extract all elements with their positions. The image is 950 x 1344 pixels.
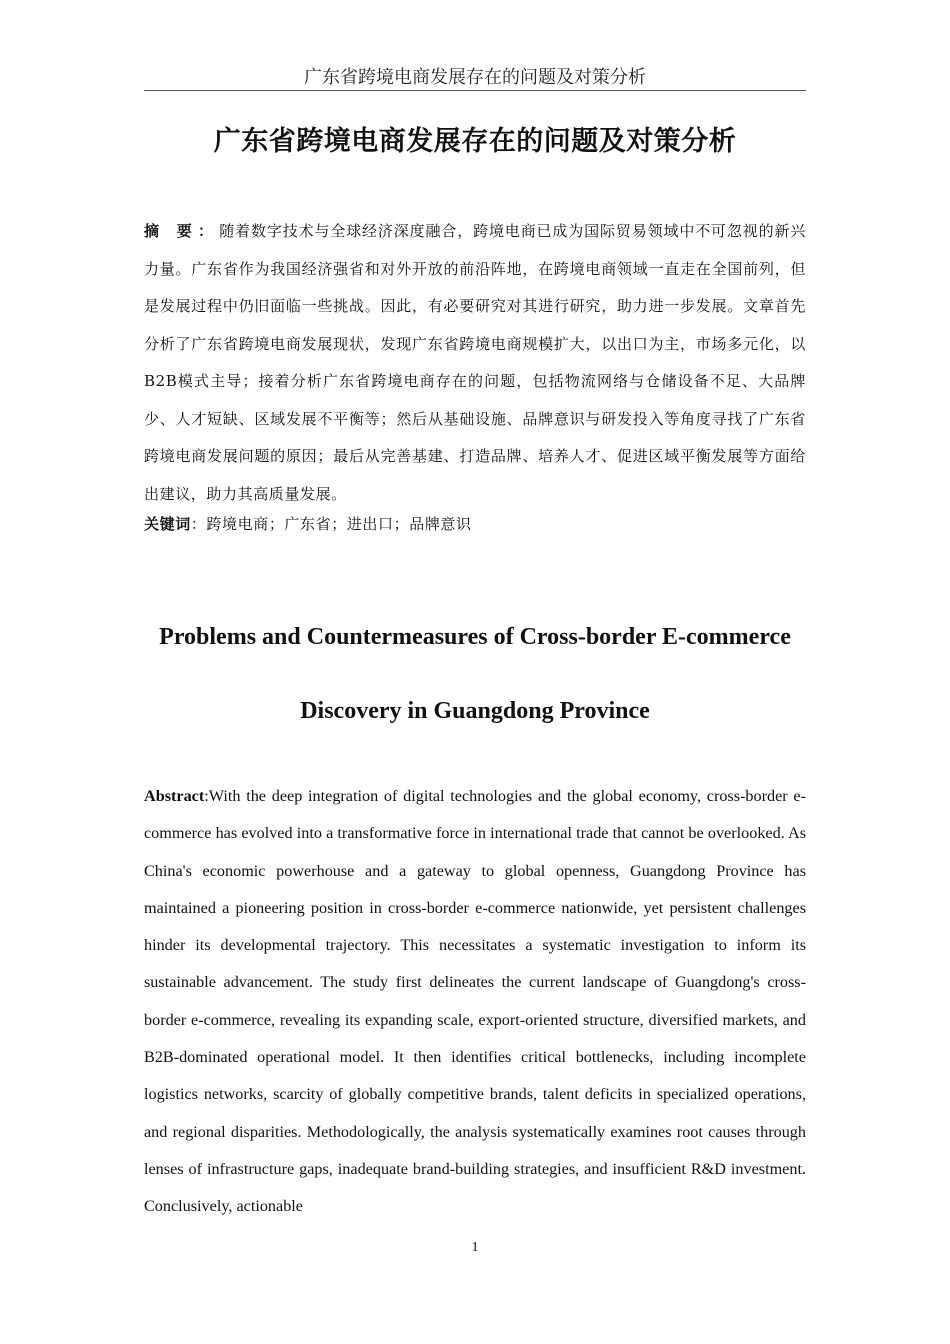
header-rule bbox=[144, 90, 806, 91]
chinese-abstract bbox=[144, 213, 806, 513]
chinese-abstract-label: 摘 要： bbox=[144, 222, 220, 240]
english-title-line-2: Discovery in Guangdong Province bbox=[300, 698, 650, 724]
chinese-keywords-text: ：跨境电商；广东省；进出口；品牌意识 bbox=[190, 515, 472, 533]
chinese-title: 广东省跨境电商发展存在的问题及对策分析 bbox=[213, 126, 737, 157]
chinese-keywords-label: 关键词 bbox=[144, 515, 191, 533]
english-abstract-text: :With the deep integration of digital technologies and the global economy, cross-border e-commerce has evolved into a transformative force in international trade that cannot be overlooked. As China's economic powerhouse and a gateway to global openness, Guangdong Province has maintained a pioneering position in cross-border e-commerce nationwide, yet persistent challenges hinder its developmental trajectory. This necessitates a systematic investigation to inform its sustainable advancement. The study first delineates the current landscape of Guangdong's cross-border e-commerce, revealing its expanding scale, export-oriented structure, diversified markets, and B2B-dominated operational model. It then identifies critical bottlenecks, including incomplete logistics networks, scarcity of globally competitive brands, talent deficits in specialized operations, and regional disparities. Methodologically, the analysis systematically examines root causes through lenses of infrastructure gaps, inadequate brand-building strategies, and insufficient R&D investment. Conclusively, actionable bbox=[144, 787, 806, 1216]
running-header: 广东省跨境电商发展存在的问题及对策分析 bbox=[304, 67, 646, 88]
english-abstract bbox=[144, 778, 806, 1226]
page-number: 1 bbox=[471, 1240, 479, 1255]
chinese-abstract-text: 随着数字技术与全球经济深度融合，跨境电商已成为国际贸易领域中不可忽视的新兴力量。广东省作为我国经济强省和对外开放的前沿阵地，在跨境电商领域一直走在全国前列，但是发展过程中仍旧面临一些挑战。因此，有必要研究对其进行研究，助力进一步发展。文章首先分析了广东省跨境电商发展现状，发现广东省跨境电商规模扩大，以出口为主，市场多元化，以B2B模式主导；接着分析广东省跨境电商存在的问题，包括物流网络与仓储设备不足、大品牌少、人才短缺、区域发展不平衡等；然后从基础设施、品牌意识与研发投入等角度寻找了广东省跨境电商发展问题的原因；最后从完善基建、打造品牌、培养人才、促进区域平衡发展等方面给出建议，助力其高质量发展。 bbox=[144, 222, 806, 503]
chinese-keywords bbox=[144, 509, 806, 539]
english-abstract-label: Abstract bbox=[144, 787, 205, 805]
english-title bbox=[144, 600, 806, 748]
english-title-line-1: Problems and Countermeasures of Cross-border E-commerce bbox=[159, 624, 791, 650]
